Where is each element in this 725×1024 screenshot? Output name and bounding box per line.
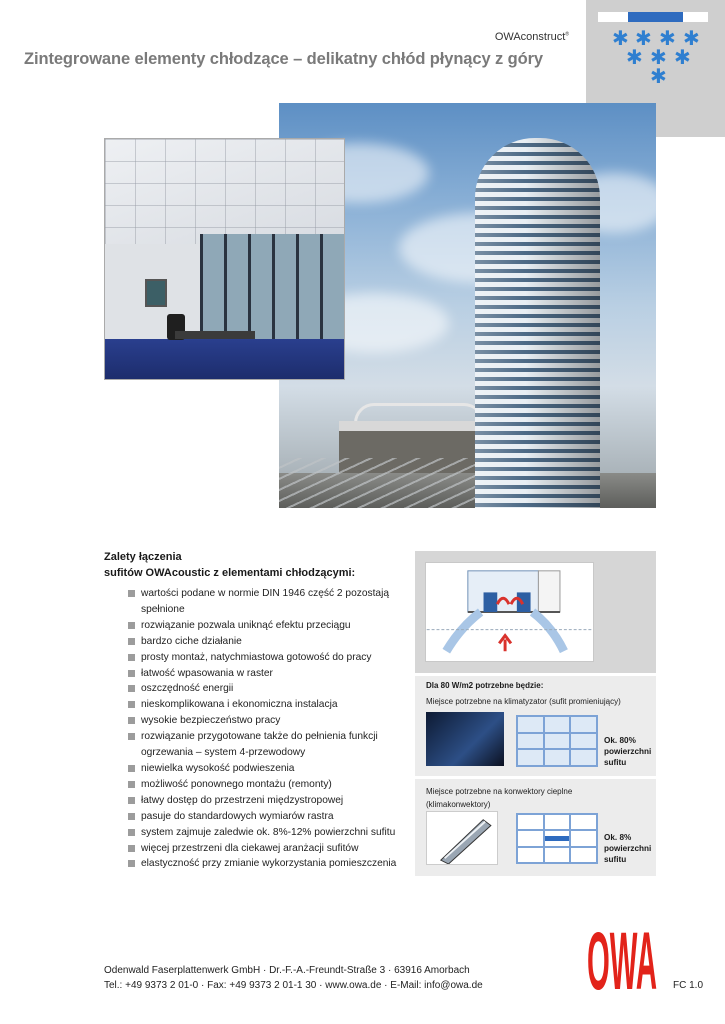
- option1-text: Miejsce potrzebne na klimatyzator (sufit promieniujący): [426, 697, 621, 706]
- option2-pct-line: Ok. 8%: [604, 833, 632, 842]
- option2-text-line: Miejsce potrzebne na konwektory cieplne: [426, 787, 573, 796]
- registered-mark: ®: [565, 31, 569, 38]
- benefits-list: [128, 586, 398, 872]
- benefit-item: elastyczność przy zmianie wykorzystania pomieszczenia: [128, 856, 398, 872]
- asterisk-star-icon: ✱: [659, 26, 676, 50]
- benefit-item: wartości podane w normie DIN 1946 część 2 pozostają: [128, 586, 398, 602]
- document-code: FC 1.0: [673, 980, 704, 991]
- option1-ceiling-grid: [516, 715, 598, 767]
- grid-cell: [544, 830, 571, 846]
- option1-percentage: [604, 735, 651, 768]
- office-desk: [175, 331, 255, 339]
- benefit-item: wysokie bezpieczeństwo pracy: [128, 713, 398, 729]
- asterisk-star-icon: ✱: [674, 45, 691, 69]
- benefit-item: niewielka wysokość podwieszenia: [128, 761, 398, 777]
- grid-cell: [544, 847, 571, 863]
- grid-cell: [570, 847, 597, 863]
- cooling-diagram: [425, 562, 594, 662]
- benefit-item: nieskomplikowana i ekonomiczna instalacja: [128, 697, 398, 713]
- benefit-item: prosty montaż, natychmiastowa gotowość do pracy: [128, 650, 398, 666]
- svg-text:OWA: OWA: [587, 923, 657, 991]
- grid-cell: [570, 830, 597, 846]
- stadium-roof: [339, 421, 489, 431]
- benefit-item: łatwość wpasowania w raster: [128, 666, 398, 682]
- grid-cell: [570, 749, 597, 766]
- asterisk-star-icon: ✱: [650, 64, 667, 88]
- benefit-item: możliwość ponownego montażu (remonty): [128, 777, 398, 793]
- option2-text: [426, 785, 606, 811]
- benefit-item: oszczędność energii: [128, 681, 398, 697]
- benefit-item: system zajmuje zaledwie ok. 8%-12% powierzchni sufitu: [128, 825, 398, 841]
- grid-cell: [544, 814, 571, 830]
- ceiling-grid: [105, 139, 345, 249]
- option2-ceiling-grid: [516, 813, 598, 864]
- grid-cell: [517, 830, 544, 846]
- requirement-heading: Dla 80 W/m2 potrzebne będzie:: [426, 681, 544, 690]
- window-wall: [200, 234, 345, 344]
- grid-cell: [517, 814, 544, 830]
- benefits-heading-line: sufitów OWAcoustic z elementami chłodzącymi:: [104, 567, 356, 579]
- option1-pct-line: Ok. 80%: [604, 736, 636, 745]
- owa-logo: [587, 923, 657, 991]
- asterisk-star-icon: ✱: [635, 26, 652, 50]
- grid-cell: [544, 716, 571, 733]
- painting: [145, 279, 167, 307]
- brand-name: OWAconstruct: [494, 31, 566, 43]
- option2-pct-line: sufitu: [604, 855, 627, 864]
- benefit-item: więcej przestrzeni dla ciekawej aranżacji sufitów: [128, 841, 398, 857]
- benefit-item: łatwy dostęp do przestrzeni międzystropowej: [128, 793, 398, 809]
- grid-cell: [570, 716, 597, 733]
- brand-line: [495, 31, 569, 43]
- convector-thumbnail: [426, 811, 498, 865]
- blue-floor: [105, 339, 345, 380]
- option1-pct-line: powierzchni: [604, 747, 652, 756]
- tower-shading: [475, 138, 600, 508]
- grid-cell: [544, 733, 571, 750]
- benefit-item: pasuje do standardowych wymiarów rastra: [128, 809, 398, 825]
- grid-cell: [517, 749, 544, 766]
- stadium-arch: [354, 403, 484, 423]
- radiant-ceiling-thumbnail: [426, 712, 504, 766]
- benefits-heading: [104, 549, 384, 581]
- option2-percentage: [604, 832, 651, 865]
- benefit-item: rozwiązanie przygotowane także do pełnienia funkcji: [128, 729, 398, 745]
- footer-address: Odenwald Faserplattenwerk GmbH · Dr.-F.-A.-Freundt-Straße 3 · 63916 Amorbach: [104, 965, 470, 976]
- railing: [279, 458, 479, 508]
- grid-cell: [517, 847, 544, 863]
- corner-bar-accent: [628, 12, 683, 22]
- asterisk-star-icon: ✱: [683, 26, 700, 50]
- grid-cell: [544, 749, 571, 766]
- benefit-item: rozwiązanie pozwala uniknąć efektu przeciągu: [128, 618, 398, 634]
- office-interior-photo: [104, 138, 345, 380]
- grid-cell: [517, 733, 544, 750]
- benefit-continuation: spełnione: [141, 603, 185, 615]
- option2-pct-line: powierzchni: [604, 844, 652, 853]
- page-title: Zintegrowane elementy chłodzące – delikatny chłód płynący z góry: [24, 50, 543, 68]
- option2-text-line: (klimakonwektory): [426, 800, 491, 809]
- asterisk-star-icon: ✱: [650, 45, 667, 69]
- asterisk-star-icon: ✱: [626, 45, 643, 69]
- asterisk-star-icon: ✱: [612, 26, 629, 50]
- benefit-item: bardzo ciche działanie: [128, 634, 398, 650]
- benefit-continuation: ogrzewania – system 4-przewodowy: [141, 747, 306, 759]
- grid-cell: [570, 814, 597, 830]
- option1-pct-line: sufitu: [604, 758, 627, 767]
- benefits-heading-line: Zalety łączenia: [104, 551, 182, 563]
- convector-bar: [545, 836, 570, 842]
- grid-cell: [517, 716, 544, 733]
- grid-cell: [570, 733, 597, 750]
- footer-contact: Tel.: +49 9373 2 01-0 · Fax: +49 9373 2 01-1 30 · www.owa.de · E-Mail: info@owa.de: [104, 980, 483, 991]
